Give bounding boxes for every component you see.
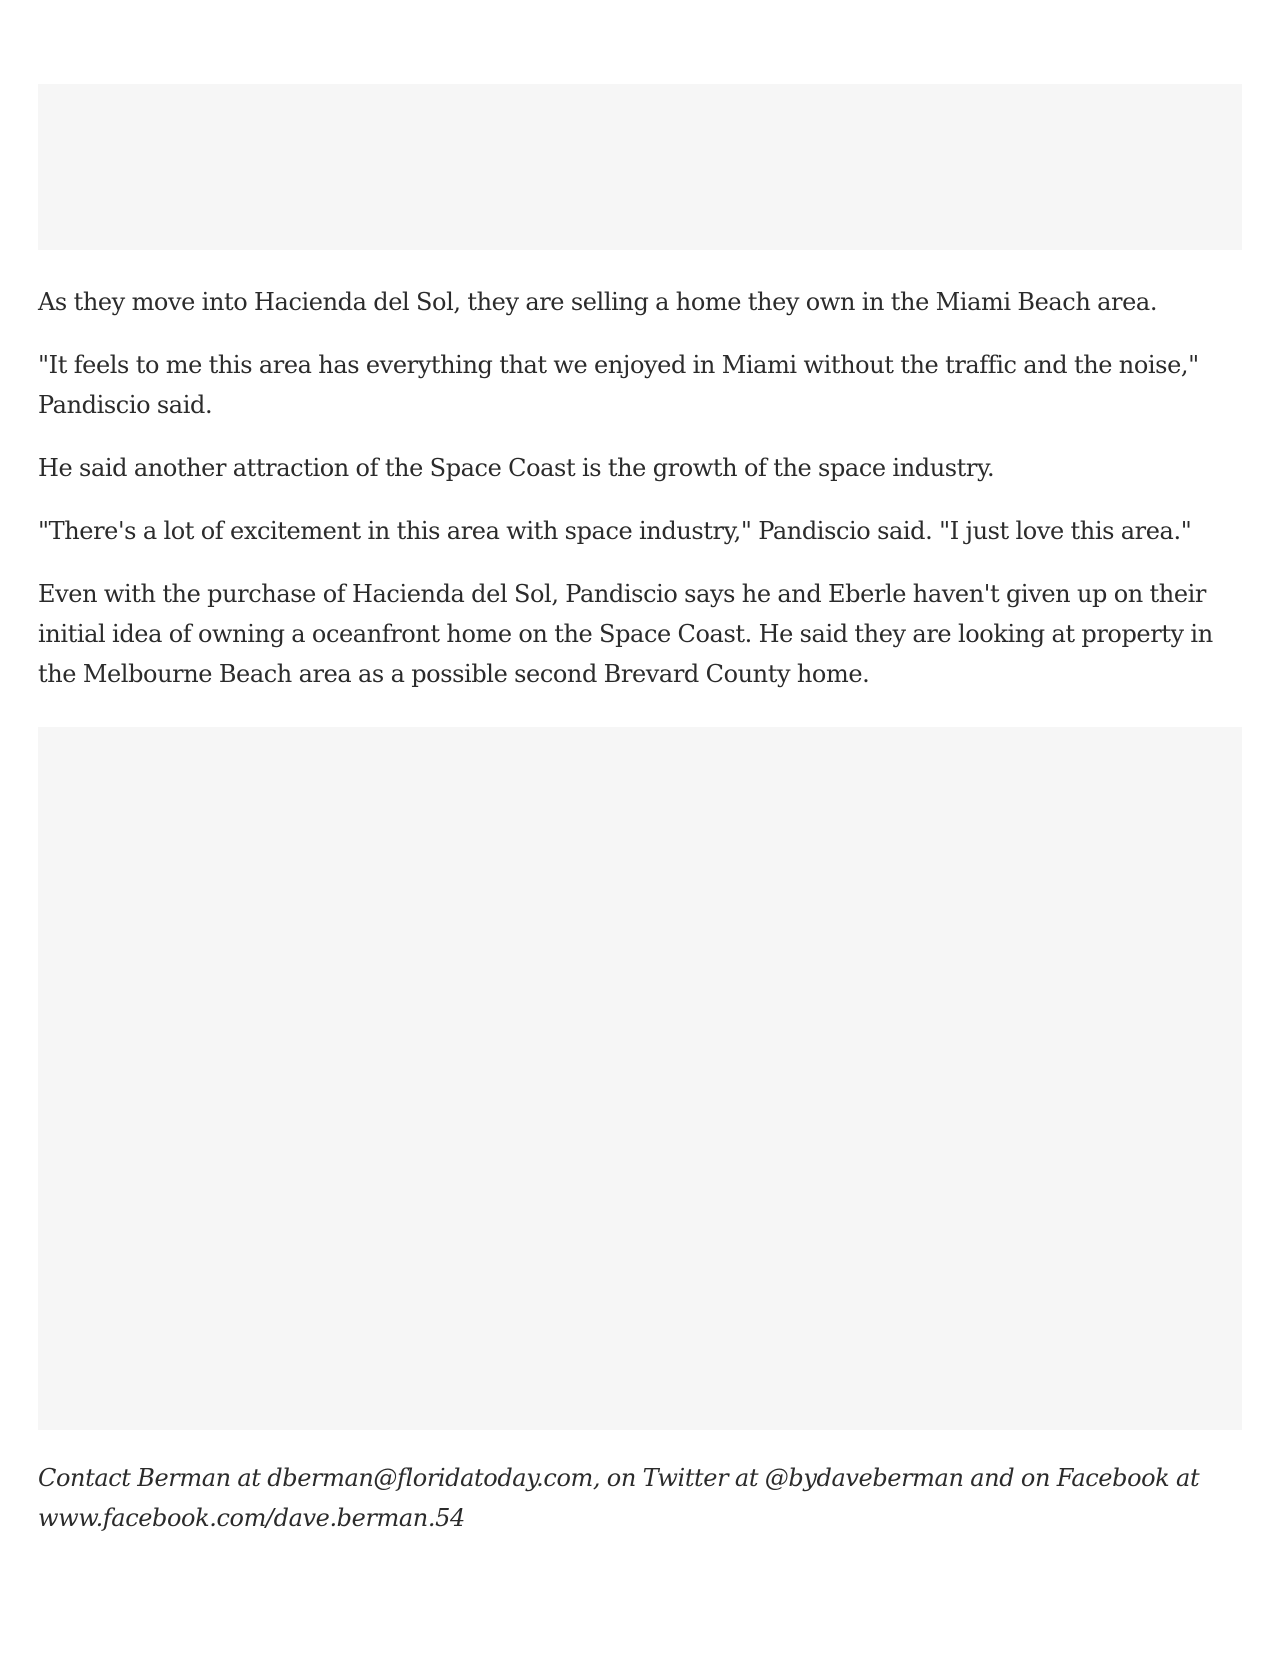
article-paragraph: "There's a lot of excitement in this area with space industry," Pandiscio said. "I just love this area." <box>38 517 1192 545</box>
article-paragraph: As they move into Hacienda del Sol, they are selling a home they own in the Miami Beach area. <box>38 288 1158 316</box>
article-paragraph: He said another attraction of the Space Coast is the growth of the space industry. <box>38 454 995 482</box>
media-placeholder-top <box>38 84 1242 250</box>
media-placeholder-middle <box>38 727 1242 1430</box>
author-contact: Contact Berman at dberman@floridatoday.com, on Twitter at @bydaveberman and on Facebook at www.facebook.com/dave.berman.54 <box>38 1464 1200 1532</box>
article-body <box>38 84 1242 1538</box>
article-paragraph: "It feels to me this area has everything that we enjoyed in Miami without the traffic and the noise," Pandiscio said. <box>38 351 1199 419</box>
article-paragraph: Even with the purchase of Hacienda del Sol, Pandiscio says he and Eberle haven't given up on their initial idea of owning a oceanfront home on the Space Coast. He said they are looking at property in the Melbourne Beach area as a possible second Brevard County home. <box>38 580 1213 688</box>
